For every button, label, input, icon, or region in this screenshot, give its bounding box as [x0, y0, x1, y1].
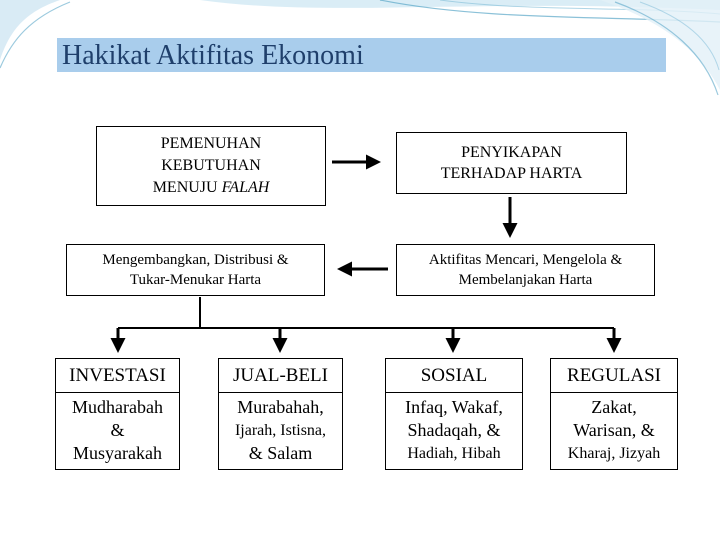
category-line: Hadiah, Hibah	[407, 445, 501, 462]
box-pemenuhan-kebutuhan	[96, 126, 326, 206]
box-line: PENYIKAPAN	[461, 144, 562, 161]
box-line: Aktifitas Mencari, Mengelola &	[428, 252, 623, 268]
box-aktifitas-harta	[396, 244, 655, 296]
box-penyikapan-harta	[396, 132, 627, 194]
box-line: Membelanjakan Harta	[458, 272, 593, 288]
category-body-jual-beli	[218, 392, 343, 470]
category-body-sosial	[385, 392, 523, 470]
category-header-jual-beli: JUAL-BELI	[218, 358, 343, 393]
box-line	[153, 177, 270, 199]
category-line: Mudharabah	[72, 397, 163, 417]
category-body-investasi	[55, 392, 180, 470]
box-line: Tukar-Menukar Harta	[129, 272, 262, 288]
page-title: Hakikat Aktifitas Ekonomi	[62, 40, 364, 71]
category-header-regulasi: REGULASI	[550, 358, 678, 393]
category-line: Shadaqah, &	[407, 420, 501, 440]
category-line: Musyarakah	[73, 443, 162, 463]
box-line: PEMENUHAN	[160, 135, 262, 152]
category-line: Kharaj, Jizyah	[567, 445, 661, 462]
category-body-regulasi	[550, 392, 678, 470]
category-line: Ijarah, Istisna,	[234, 422, 327, 439]
category-header-sosial: SOSIAL	[385, 358, 523, 393]
box-line: KEBUTUHAN	[161, 157, 261, 174]
box-line-prefix: MENUJU	[152, 179, 222, 196]
category-header-investasi: INVESTASI	[55, 358, 180, 393]
category-line: &	[110, 420, 125, 440]
category-line: Infaq, Wakaf,	[405, 397, 503, 417]
category-line: Murabahah,	[237, 397, 324, 417]
box-line-italic: FALAH	[221, 179, 270, 196]
box-line: Mengembangkan, Distribusi &	[102, 252, 289, 268]
box-line: TERHADAP HARTA	[440, 165, 583, 182]
category-line: & Salam	[248, 443, 313, 463]
box-mengembangkan-harta	[66, 244, 325, 296]
category-line: Zakat,	[591, 397, 637, 417]
category-line: Warisan, &	[573, 420, 655, 440]
